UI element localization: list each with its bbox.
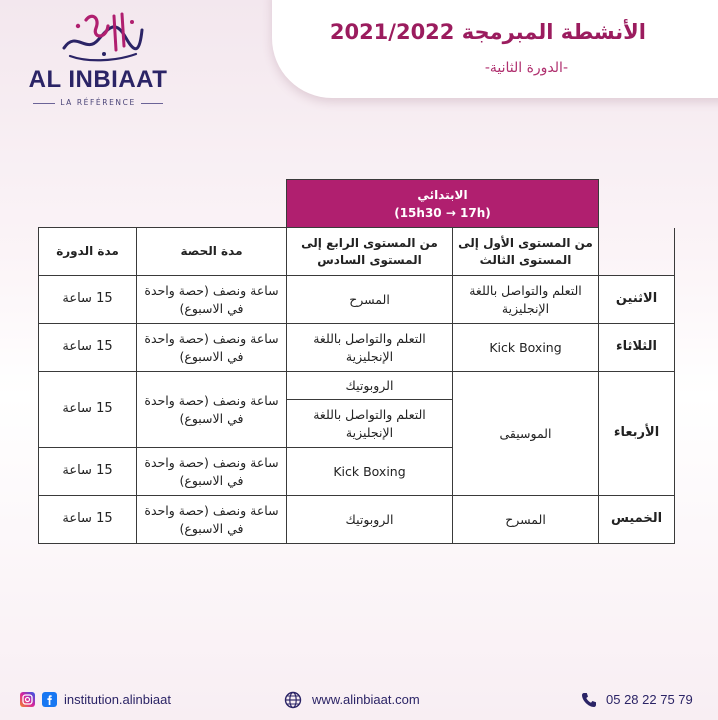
activity-cell: المسرح: [453, 496, 599, 544]
activity-cell: الروبوتيك: [287, 496, 453, 544]
col-header-level-4-6: من المستوى الرابع إلى المستوى السادس: [287, 228, 453, 276]
activity-cell: المسرح: [287, 276, 453, 324]
schedule-table: [38, 179, 675, 544]
activity-cell: الموسيقى: [453, 372, 599, 496]
logo: [18, 10, 178, 120]
instagram-icon[interactable]: [20, 692, 35, 707]
header-card: [272, 0, 718, 98]
session-cell: ساعة ونصف (حصة واحدة في الاسبوع): [137, 496, 287, 544]
col-header-session: مدة الحصة: [137, 228, 287, 276]
day-cell: الأربعاء: [599, 372, 675, 496]
website-link[interactable]: www.alinbiaat.com: [312, 692, 420, 707]
empty-cell: [599, 228, 675, 276]
footer: [0, 688, 718, 718]
course-cell: 15 ساعة: [39, 496, 137, 544]
empty-cell: [39, 180, 287, 228]
course-cell: 15 ساعة: [39, 448, 137, 496]
session-cell: ساعة ونصف (حصة واحدة في الاسبوع): [137, 324, 287, 372]
day-cell: الثلاثاء: [599, 324, 675, 372]
col-header-course: مدة الدورة: [39, 228, 137, 276]
brand-tagline: LA RÉFÉRENCE: [18, 98, 178, 107]
table-row: [39, 276, 675, 324]
globe-icon: [284, 691, 302, 714]
activity-cell: التعلم والتواصل باللغة الإنجليزية: [453, 276, 599, 324]
phone-icon: [580, 691, 598, 714]
course-cell: 15 ساعة: [39, 276, 137, 324]
course-cell: 15 ساعة: [39, 324, 137, 372]
brand-name: AL INBIAAT: [28, 66, 168, 93]
activity-cell: التعلم والتواصل باللغة الإنجليزية: [287, 324, 453, 372]
day-cell: الاثنين: [599, 276, 675, 324]
level-header: [287, 180, 599, 228]
course-cell: 15 ساعة: [39, 372, 137, 448]
table-row: [39, 496, 675, 544]
day-cell: الخميس: [599, 496, 675, 544]
page-subtitle: -الدورة الثانية-: [484, 60, 568, 76]
session-cell: ساعة ونصف (حصة واحدة في الاسبوع): [137, 448, 287, 496]
table-row: [39, 372, 675, 400]
level-time: (15h30 → 17h): [394, 205, 491, 220]
session-cell: ساعة ونصف (حصة واحدة في الاسبوع): [137, 372, 287, 448]
level-name: الابتدائي: [417, 187, 468, 202]
facebook-icon[interactable]: [42, 692, 57, 707]
activity-cell: الروبوتيك: [287, 372, 453, 400]
empty-cell: [599, 180, 675, 228]
social-handle[interactable]: institution.alinbiaat: [64, 692, 171, 707]
activity-cell: التعلم والتواصل باللغة الإنجليزية: [287, 400, 453, 448]
activity-cell: Kick Boxing: [287, 448, 453, 496]
table-row: [39, 324, 675, 372]
col-header-level-1-3: من المستوى الأول إلى المستوى الثالث: [453, 228, 599, 276]
session-cell: ساعة ونصف (حصة واحدة في الاسبوع): [137, 276, 287, 324]
activity-cell: Kick Boxing: [453, 324, 599, 372]
phone-number[interactable]: 05 28 22 75 79: [606, 692, 693, 707]
page-title: الأنشطة المبرمجة 2021/2022: [329, 20, 646, 44]
calligraphy-logo-icon: [56, 10, 146, 66]
